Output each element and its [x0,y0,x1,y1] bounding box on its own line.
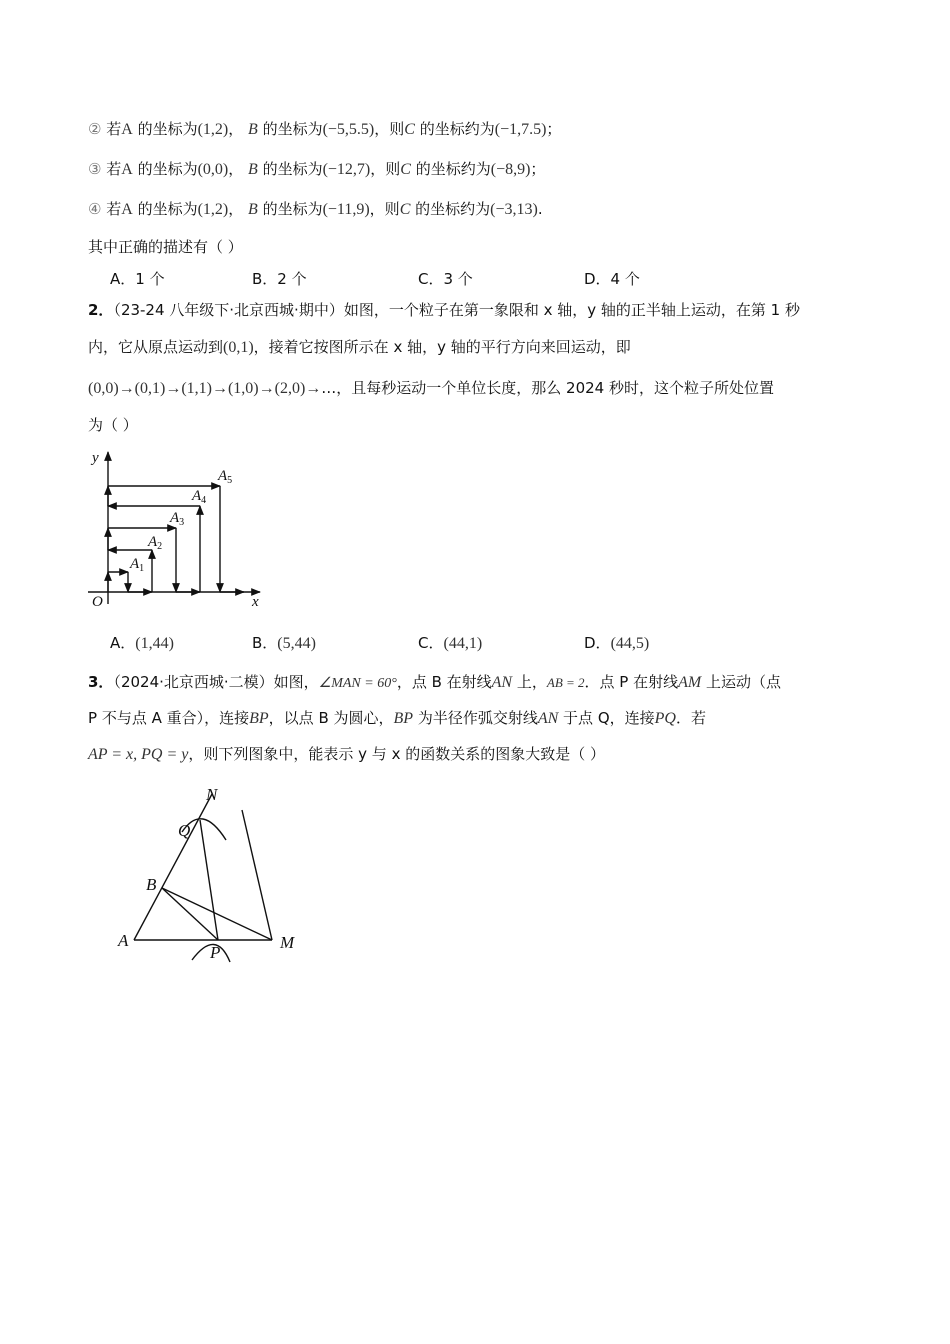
q2-line-4: 为（ ） [88,416,138,434]
label-n: N [206,785,218,804]
q2-line-3: (0,0)→(0,1)→(1,1)→(1,0)→(2,0)→…，且每秒运动一个单位长度，那么 2024 秒时，这个粒子所处位置 [88,379,774,397]
a5-label: $A_5$ [218,468,233,486]
q2-option-c[interactable]: C．(44,1) [418,634,483,652]
x-label: x [252,594,259,610]
label-q: Q [178,821,191,840]
q2-option-d[interactable]: D．(44,5) [584,634,650,652]
statement-3: ③ 若A 的坐标为(0,0)， B 的坐标为(−12,7)，则C 的坐标约为(−8,9)； [88,160,546,178]
label-b: B [146,875,157,894]
label-a: A [118,931,129,950]
q1-option-b[interactable]: B．2 个 [252,270,307,288]
a3-label: $A_3$ [170,510,185,528]
line-q-m [242,810,272,940]
q1-question: 其中正确的描述有（ ） [88,238,243,256]
a2-label: $A_2$ [148,534,163,552]
q2-particle-figure [80,444,280,614]
statement-4: ④ 若A 的坐标为(1,2)， B 的坐标为(−11,9)，则C 的坐标约为(−3,13). [88,200,543,218]
q1-option-d[interactable]: D．4 个 [584,270,640,288]
line-qp [200,820,218,940]
origin-label: O [92,594,103,610]
a1-label: $A_1$ [130,556,145,574]
ray-an [134,794,212,940]
q3-line-2: P 不与点 A 重合），连接BP，以点 B 为圆心，BP 为半径作弧交射线AN 于点 Q，连接PQ．若 [88,709,706,727]
q3-geometry-figure [110,780,320,970]
q1-option-c[interactable]: C．3 个 [418,270,473,288]
y-label: y [92,450,99,466]
q2-line-2: 内，它从原点运动到(0,1)，接着它按图所示在 x 轴，y 轴的平行方向来回运动，即 [88,338,631,356]
q3-line-1: 3．（2024·北京西城·二模）如图，∠MAN = 60°，点 B 在射线AN 上，AB = 2．点 P 在射线AM 上运动（点 [88,673,782,691]
q1-option-a[interactable]: A．1 个 [110,270,165,288]
q2-option-a[interactable]: A．(1,44) [110,634,174,652]
q2-line-1: 2．（23-24 八年级下·北京西城·期中）如图，一个粒子在第一象限和 x 轴，y 轴的正半轴上运动，在第 1 秒 [88,301,800,319]
q2-option-b[interactable]: B．(5,44) [252,634,316,652]
q3-line-3: AP = x, PQ = y，则下列图象中，能表示 y 与 x 的函数关系的图象大致是（ ） [88,745,605,763]
statement-2: ② 若A 的坐标为(1,2)， B 的坐标为(−5,5.5)，则C 的坐标约为(−1,7.5)； [88,120,562,138]
a4-label: $A_4$ [192,488,207,506]
label-p: P [210,943,221,962]
line-bp [162,888,218,940]
label-m: M [280,933,295,952]
